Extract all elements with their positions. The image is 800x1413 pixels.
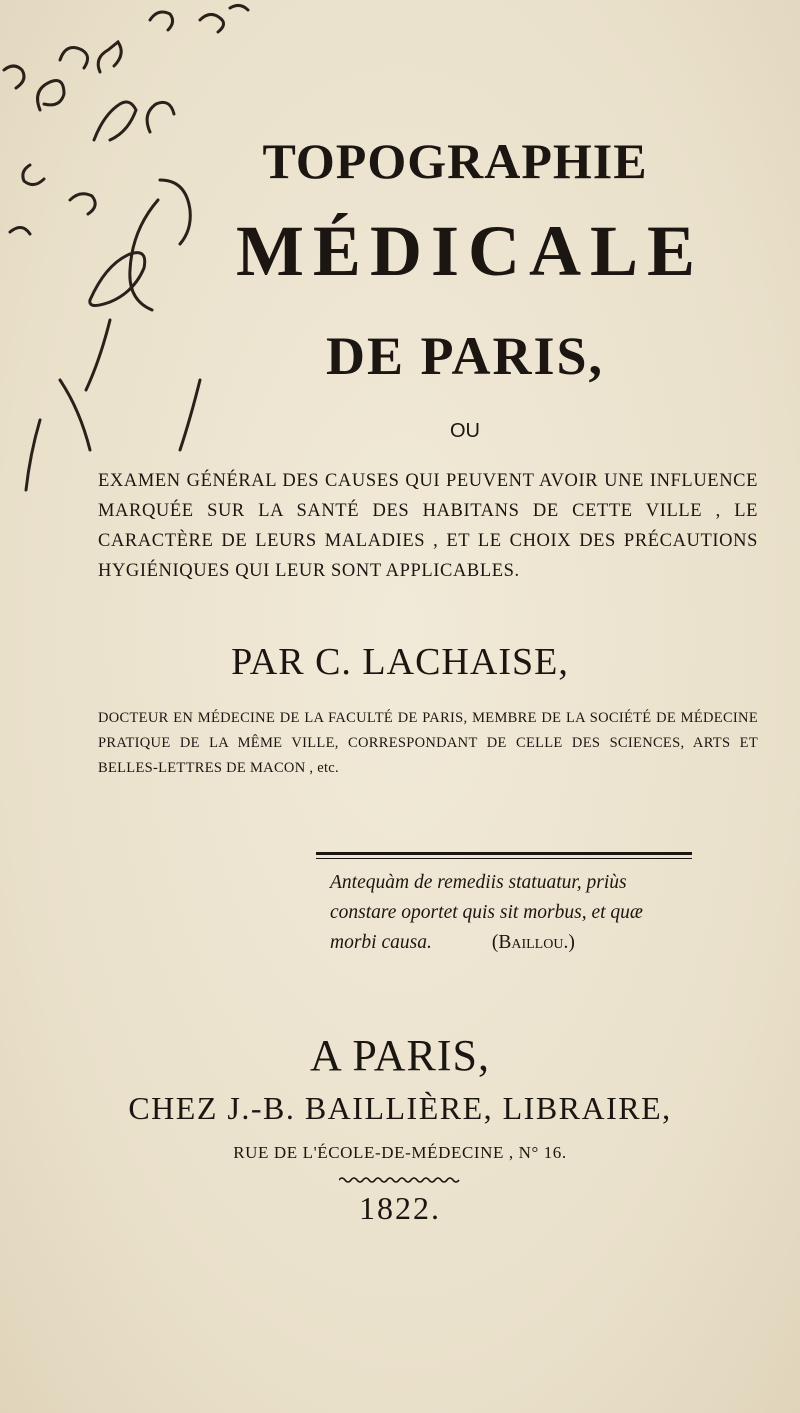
title-line-de-paris: DE PARIS,: [325, 326, 605, 386]
epigraph: [330, 868, 715, 958]
imprint-publisher: CHEZ J.-B. BAILLIÈRE, LIBRAIRE,: [128, 1090, 672, 1126]
ornamental-wavy-rule: [339, 1175, 460, 1185]
epigraph-rule-thin: [316, 858, 692, 859]
epigraph-line-3-text: morbi causa.: [330, 932, 432, 953]
epigraph-line-2: constare oportet quis sit morbus, et quæ: [330, 902, 643, 923]
title-conjunction-ou: OU: [450, 420, 480, 442]
subtitle-text: EXAMEN GÉNÉRAL DES CAUSES QUI PEUVENT AVOIR UNE INFLUENCE MARQUÉE SUR LA SANTÉ DES HABITANS DE CETTE VILLE , LE CARACTÈRE DE LEURS MALADIES , ET LE CHOIX DES PRÉCAUTIONS HYGIÉNIQUES QUI LEUR SONT APPLICABLES.: [98, 471, 758, 581]
imprint-year: 1822.: [359, 1190, 441, 1226]
epigraph-line-1: Antequàm de remediis statuatur, priùs: [330, 872, 627, 893]
imprint-place: A PARIS,: [309, 1031, 491, 1080]
author-qualifications: DOCTEUR EN MÉDECINE DE LA FACULTÉ DE PARIS, MEMBRE DE LA SOCIÉTÉ DE MÉDECINE PRATIQUE DE LA MÊME VILLE, CORRESPONDANT DE CELLE DES SCIENCES, ARTS ET BELLES-LETTRES DE MACON , etc.: [98, 710, 758, 776]
title-line-medicale: MÉDICALE: [235, 211, 705, 291]
epigraph-source: (Baillou.): [491, 932, 575, 953]
epigraph-line-3: [330, 928, 715, 958]
epigraph-rule-thick: [316, 852, 692, 855]
imprint-address: RUE DE L'ÉCOLE-DE-MÉDECINE , N° 16.: [233, 1143, 567, 1162]
author-name: PAR C. LACHAISE,: [231, 641, 569, 683]
title-line-topographie: TOPOGRAPHIE: [262, 133, 648, 189]
